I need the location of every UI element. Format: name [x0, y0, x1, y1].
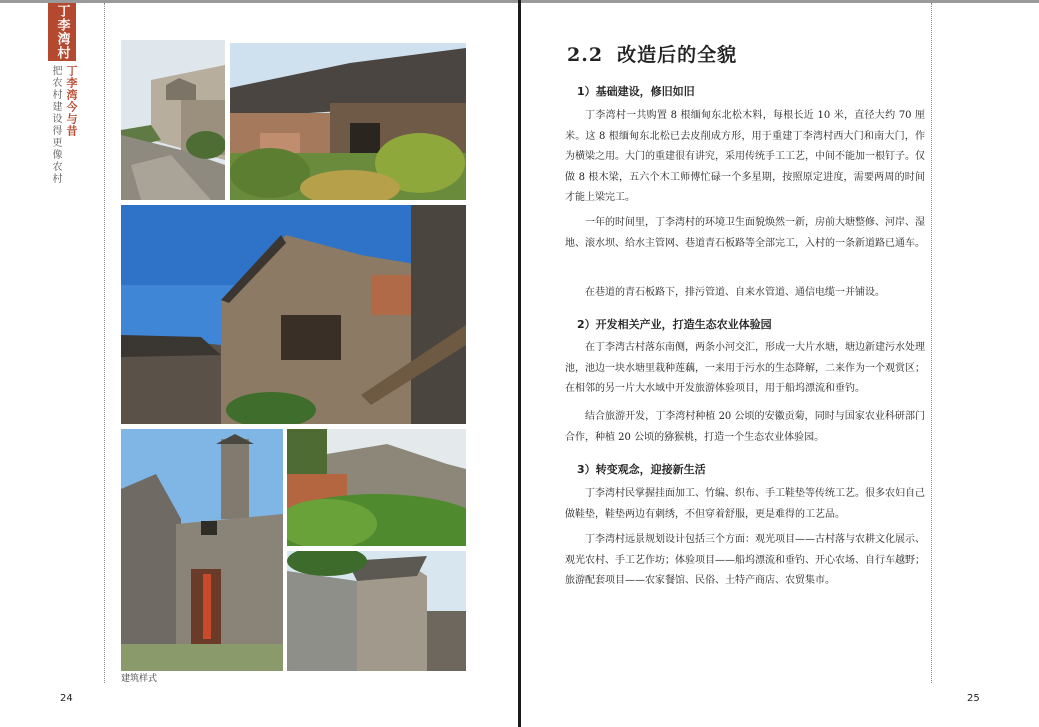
- page-number-left: 24: [60, 693, 73, 704]
- subsection-heading-1: 1）基础建设，修旧如旧: [577, 85, 695, 98]
- margin-rule: [104, 3, 105, 683]
- vertical-subtitle: 丁李湾今与昔: [65, 65, 78, 137]
- photo-ruins-greenery: [287, 429, 466, 546]
- paragraph: 结合旅游开发，丁李湾村种植 20 公顷的安徽贡菊，同时与国家农业科研部门合作，种植 20 公顷的猕猴桃，打造一个生态农业体验园。: [565, 411, 925, 443]
- paragraph: 在巷道的青石板路下，排污管道、自来水管道、通信电缆一并铺设。: [585, 287, 885, 298]
- right-page: [521, 3, 1039, 727]
- photo-corner-wall: [287, 551, 466, 671]
- paragraph: 丁李湾村远景规划设计包括三个方面：观光项目——古村落与农耕文化展示、观光农村、手工艺作坊；体验项目——船坞漂流和垂钓、开心农场、自行车越野；旅游配套项目——农家餐馆、民俗、土特产商店、农贸集市。: [565, 534, 925, 586]
- vertical-series-title: 把农村建设得更像农村: [50, 65, 61, 185]
- photo-brick-gable-house: [121, 205, 466, 424]
- photo-old-house-weeds: [230, 43, 466, 200]
- chapter-tab: 丁李湾村: [48, 3, 76, 61]
- section-title: 改造后的全貌: [617, 44, 738, 66]
- subsection-heading-3: 3）转变观念，迎接新生活: [577, 463, 706, 476]
- subsection-heading-2: 2）开发相关产业，打造生态农业体验园: [577, 318, 772, 331]
- section-number: 2.2: [567, 44, 604, 66]
- photo-stone-alley: [121, 40, 225, 200]
- photo-gate-tower: [121, 429, 283, 671]
- paragraph: 丁李湾村一共购置 8 根缅甸东北松木料，每根长近 10 米，直径大约 70 厘米。这 8 根缅甸东北松已去皮削成方形，用于重建丁李湾村西大门和南大门，作为横梁之用。大门的重建很有讲究，采用传统手工工艺，中间不能加一根钉子。仅做 8 根木梁，五六个木工师傅忙碌一个多星期，按照原定进度，需要两周的时间才能上梁完工。: [565, 110, 925, 203]
- photo-caption: 建筑样式: [121, 674, 158, 684]
- paragraph: 丁李湾村民掌握挂面加工、竹编、织布、手工鞋垫等传统工艺。很多农妇自己做鞋垫，鞋垫两边有刺绣，不但穿着舒服，更是难得的工艺品。: [565, 488, 925, 520]
- paragraph: 一年的时间里，丁李湾村的环境卫生面貌焕然一新，房前大塘整修、河岸、湿地、滚水坝、给水主管网、巷道青石板路等全部完工，入村的一条新道路已通车。: [565, 217, 925, 249]
- page-number-right: 25: [967, 693, 980, 704]
- section-heading: [567, 40, 737, 67]
- margin-rule-right: [931, 3, 932, 683]
- paragraph: 在丁李湾古村落东南侧，两条小河交汇，形成一大片水塘，塘边新建污水处理池，池边一块水塘里栽种莲藕，一来用于污水的生态降解，二来作为一个观赏区；在相邻的另一片大水域中开发旅游体验项目，用于船坞漂流和垂钓。: [565, 342, 925, 394]
- left-page: [0, 3, 518, 727]
